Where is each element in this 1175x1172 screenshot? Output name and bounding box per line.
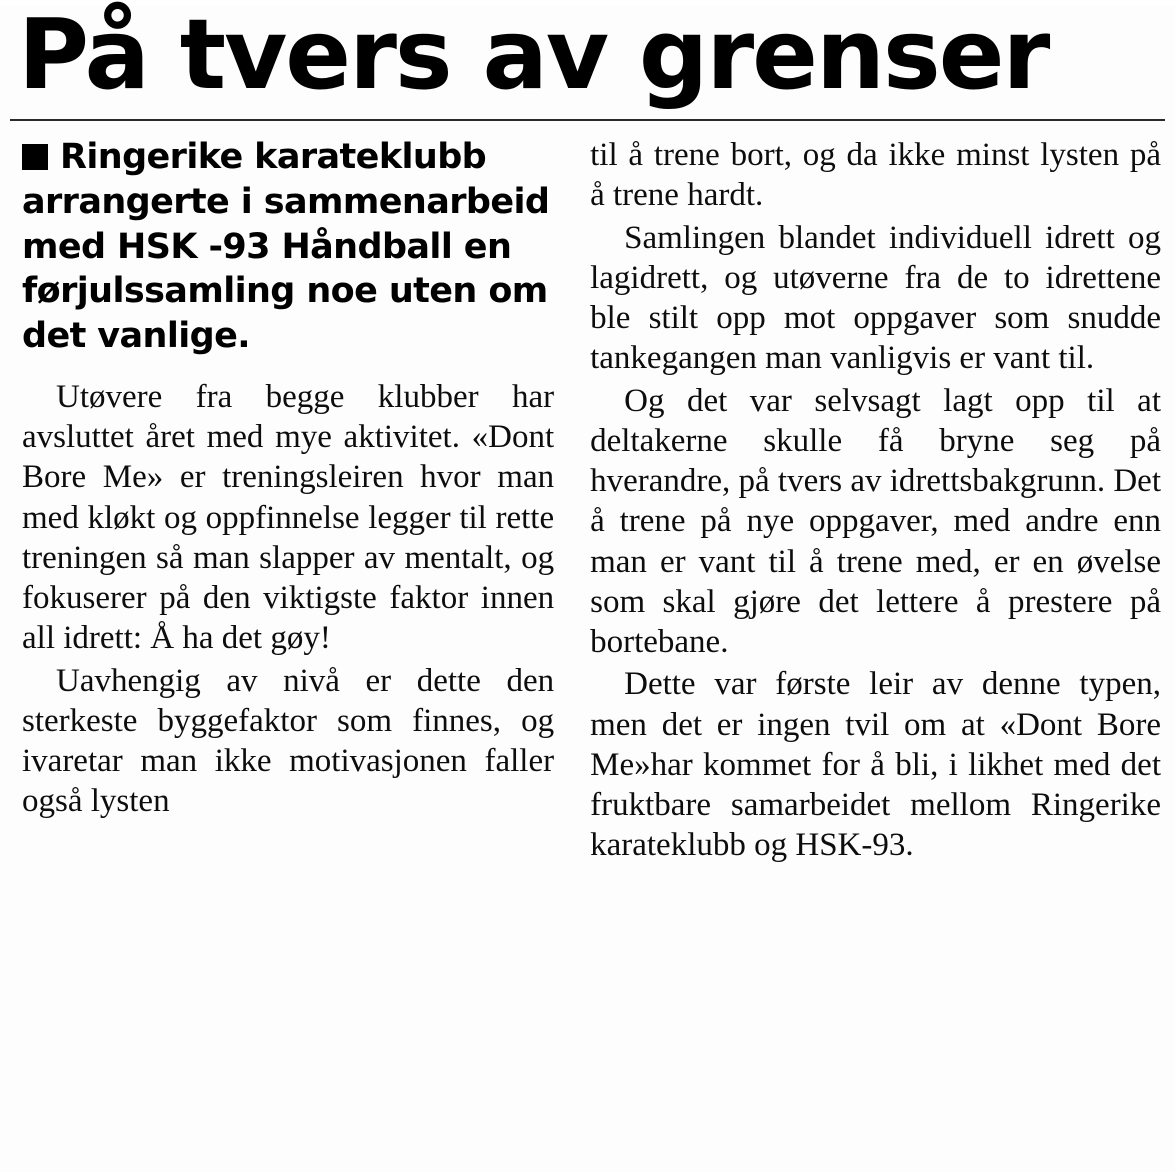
paragraph: til å trene bort, og da ikke minst lysten på å trene hardt. <box>590 137 1161 214</box>
right-column <box>584 135 1161 866</box>
standfirst-text: Ringerike karateklubb arrangerte i sammenarbeid med HSK -93 Håndball en førjulssamling noe uten om det vanlige. <box>22 137 550 357</box>
headline-divider <box>10 119 1165 121</box>
paragraph: Uavhengig av nivå er dette den sterkeste byggefaktor som finnes, og ivaretar man ikke motivasjonen faller også lysten <box>22 662 555 820</box>
left-column <box>22 135 584 866</box>
standfirst <box>22 135 554 359</box>
square-bullet-icon <box>22 144 48 170</box>
paragraph: Utøvere fra begge klubber har avsluttet året med mye aktivitet. «Dont Bore Me» er treningsleiren hvor man med kløkt og oppfinnelse legger til rette treningen så man slapper av mentalt, og fokuserer på den viktigste faktor innen all idrett: Å ha det gøy! <box>22 378 555 657</box>
paragraph: Samlingen blandet individuell idrett og lagidrett, og utøverne fra de to idrettene ble stilt opp mot oppgaver som snudde tankegangen man vanligvis er vant til. <box>590 219 1161 377</box>
page-title: På tvers av grenser <box>18 0 1049 111</box>
article-columns <box>0 135 1175 866</box>
paragraph: Dette var første leir av denne typen, men det er ingen tvil om at «Dont Bore Me»har kommet for å bli, i likhet med det fruktbare samarbeidet mellom Ringerike karateklubb og HSK-93. <box>590 666 1161 864</box>
paragraph: Og det var selvsagt lagt opp til at deltakerne skulle få bryne seg på hverandre, på tvers av idrettsbakgrunn. Det å trene på nye oppgaver, med andre enn man er vant til å trene med, er en øvelse som skal gjøre det lettere å prestere på bortebane. <box>590 382 1161 660</box>
